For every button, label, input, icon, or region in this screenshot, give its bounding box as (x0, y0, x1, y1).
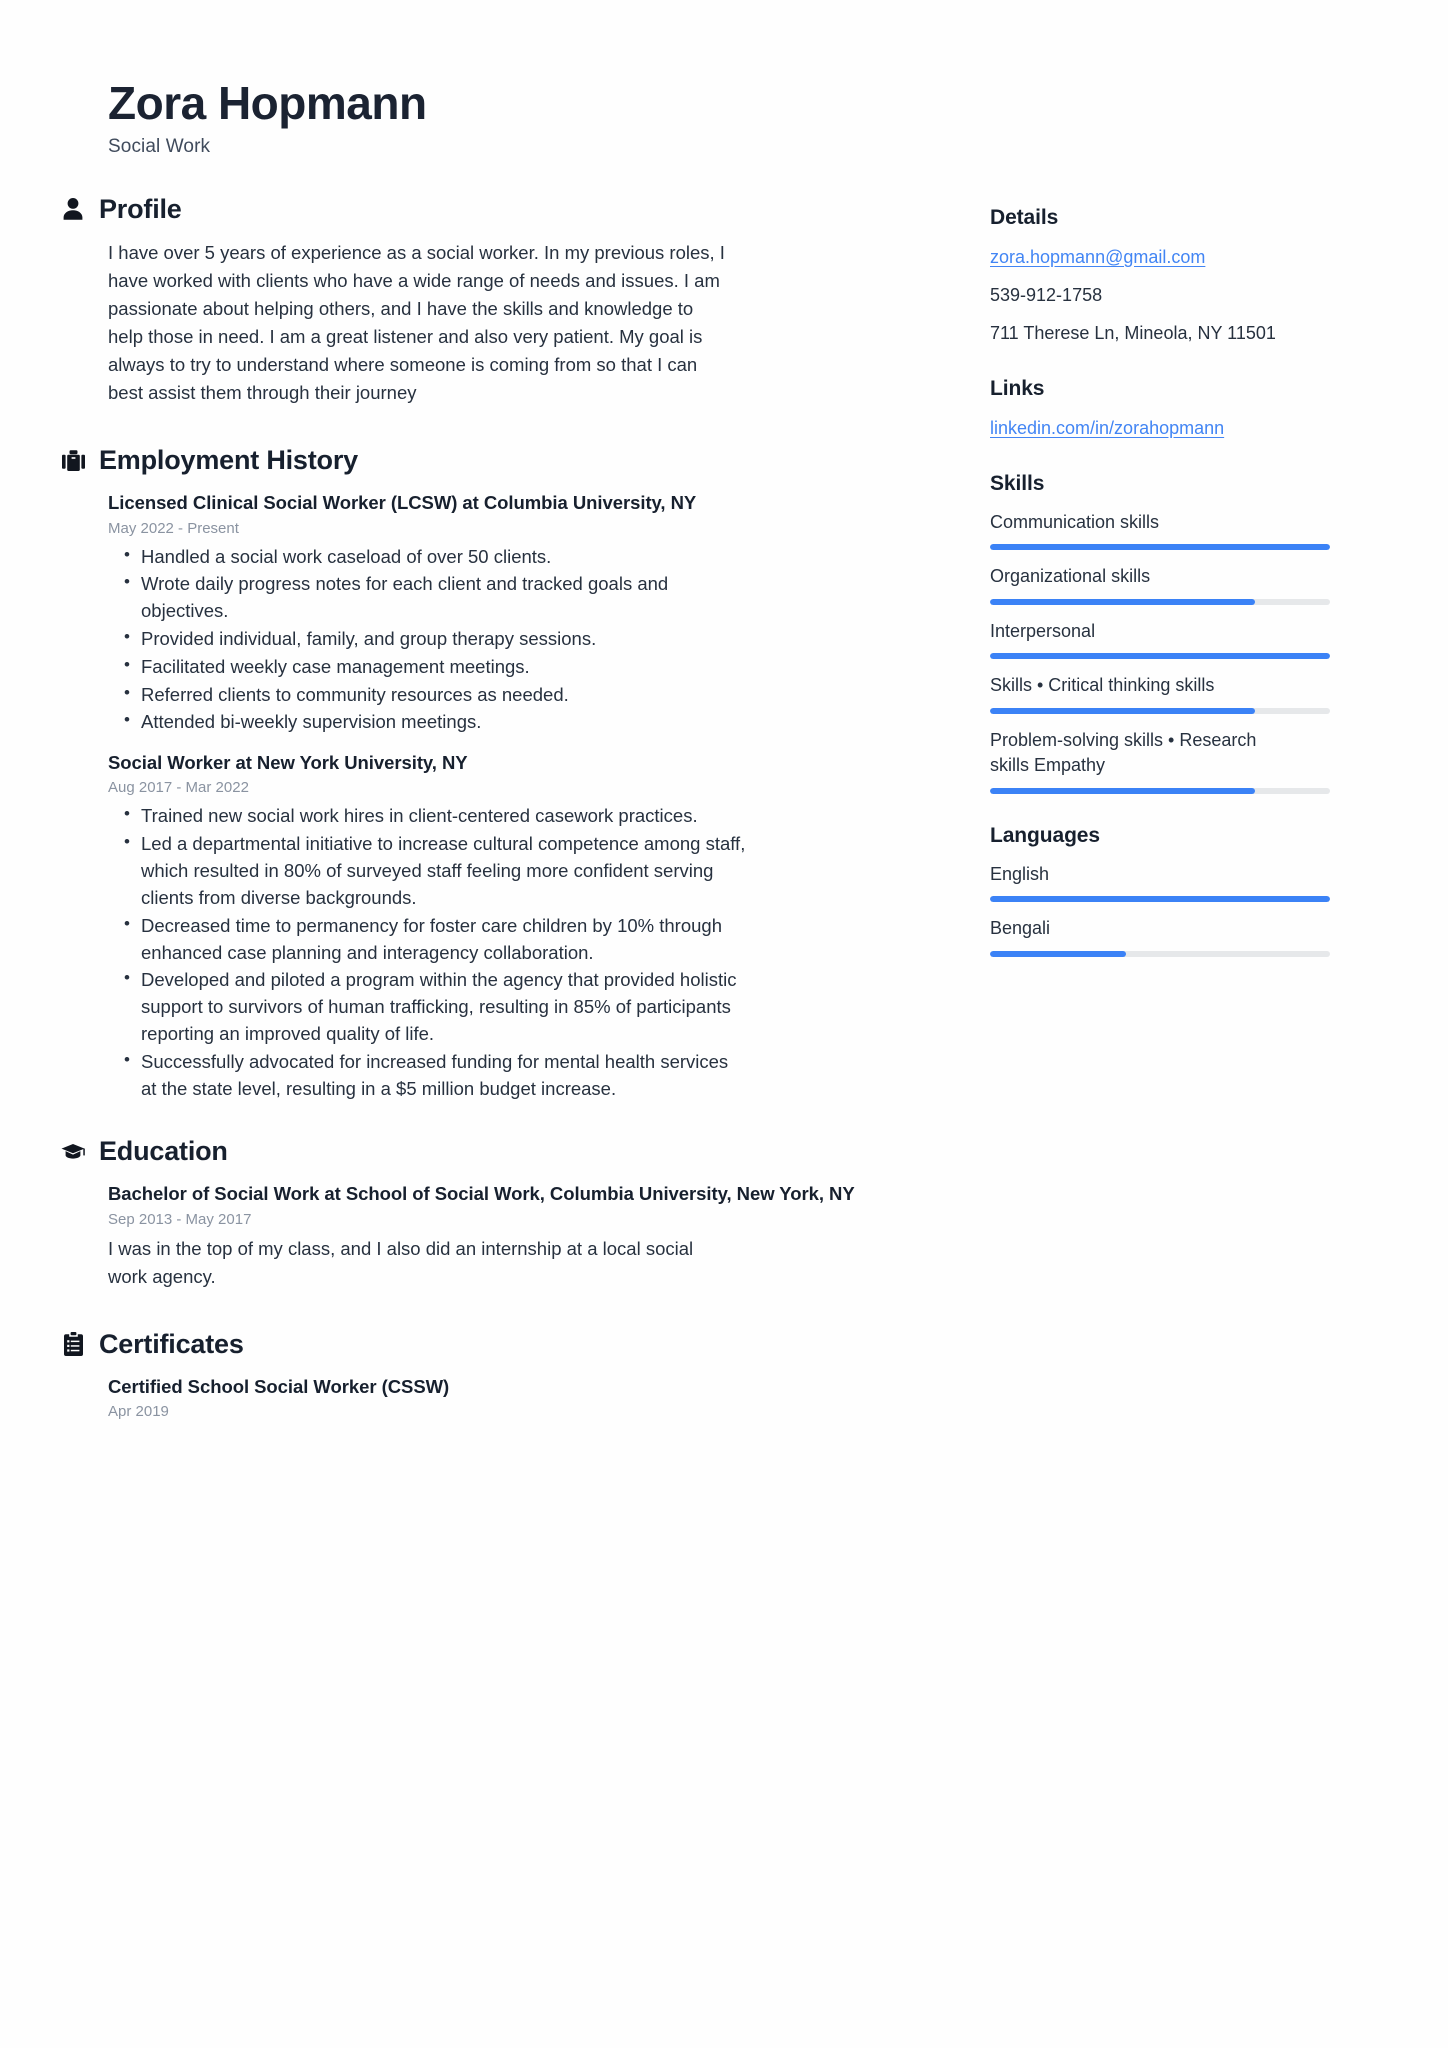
section-employment-title: Employment History (99, 445, 358, 476)
resume-header (0, 0, 1448, 158)
candidate-name: Zora Hopmann (108, 77, 427, 129)
skill-item (990, 510, 1300, 551)
address-text: 711 Therese Ln, Mineola, NY 11501 (990, 322, 1276, 343)
skill-item (990, 728, 1300, 794)
spacer (60, 415, 880, 445)
employment-entry-date: May 2022 - Present (108, 519, 239, 537)
skill-label: Skills • Critical thinking skills (990, 675, 1215, 696)
candidate-job-title: Social Work (108, 135, 211, 157)
language-meter-fill (990, 896, 1330, 902)
employment-entry (108, 750, 880, 1102)
employment-entry-bullets (108, 803, 880, 1102)
email-link[interactable]: zora.hopmann@gmail.com (990, 246, 1206, 267)
spacer (60, 1299, 880, 1329)
list-item: • Provided individual, family, and group therapy sessions. (108, 626, 748, 653)
education-entry-description: I was in the top of my class, and I also did an internship at a local social work agency. (108, 1237, 694, 1287)
skill-label: Problem-solving skills • Research skills Empathy (990, 729, 1257, 776)
education-entry (108, 1181, 880, 1290)
list-item: • Referred clients to community resources as needed. (108, 682, 748, 709)
skill-meter-track (990, 788, 1330, 794)
employment-entry (108, 490, 880, 736)
skill-meter-track (990, 544, 1330, 550)
list-item: • Decreased time to permanency for foster care children by 10% through enhanced case planning and interagency collaboration. (108, 913, 748, 967)
sidebar-links-title: Links (990, 376, 1045, 400)
list-item: • Attended bi-weekly supervision meetings. (108, 709, 748, 736)
skill-label: Organizational skills (990, 566, 1151, 587)
list-item: • Wrote daily progress notes for each client and tracked goals and objectives. (108, 571, 748, 625)
sidebar-skills (990, 472, 1300, 794)
section-certificates-title: Certificates (99, 1328, 244, 1359)
language-meter-track (990, 896, 1330, 902)
sidebar-languages-title: Languages (990, 823, 1100, 847)
spacer (60, 1116, 880, 1136)
education-entry-title: Bachelor of Social Work at School of Social Work, Columbia University, New York, NY (108, 1183, 855, 1205)
section-education-header (60, 1136, 880, 1167)
section-education-body (60, 1181, 880, 1290)
briefcase-icon (60, 448, 86, 474)
section-employment-body (60, 490, 880, 1102)
skill-label: Interpersonal (990, 620, 1096, 641)
section-education-title: Education (99, 1136, 228, 1167)
language-item (990, 862, 1300, 903)
section-profile-title: Profile (99, 193, 182, 224)
skill-meter-track (990, 708, 1330, 714)
skill-meter-fill (990, 599, 1255, 605)
profile-text: I have over 5 years of experience as a social worker. In my previous roles, I have worked with clients who have a wide range of needs and issues. I am passionate about helping others, and I have the skills and knowledge to help those in need. I am a great listener and also very patient. My goal is always to try to understand where someone is coming from so that I can best assist them through their journey (108, 241, 725, 404)
list-item: • Handled a social work caseload of over 50 clients. (108, 544, 748, 571)
certificate-entry (108, 1374, 880, 1420)
employment-entry-bullets (108, 544, 880, 737)
skill-meter-track (990, 599, 1330, 605)
employment-entry-date: Aug 2017 - Mar 2022 (108, 779, 249, 797)
clipboard-icon (60, 1331, 86, 1357)
language-label: English (990, 863, 1050, 884)
list-item: • Successfully advocated for increased funding for mental health services at the state level, resulting in a $5 million budget increase. (108, 1049, 748, 1103)
section-certificates-header (60, 1329, 880, 1360)
phone-text: 539-912-1758 (990, 284, 1103, 305)
skill-meter-fill (990, 708, 1255, 714)
section-employment (60, 445, 880, 1102)
list-item: • Developed and piloted a program within the agency that provided holistic support to survivors of human trafficking, resulting in 85% of participants reporting an improved quality of life. (108, 967, 748, 1047)
skill-item (990, 564, 1300, 605)
certificate-entry-date: Apr 2019 (108, 1403, 169, 1421)
skill-meter-fill (990, 653, 1330, 659)
section-certificates (60, 1329, 880, 1420)
section-profile-body (60, 239, 880, 408)
skill-meter-fill (990, 544, 1330, 550)
main-column (0, 194, 880, 1429)
skill-item (990, 673, 1300, 714)
section-education (60, 1136, 880, 1290)
section-certificates-body (60, 1374, 880, 1420)
linkedin-link[interactable]: linkedin.com/in/zorahopmann (990, 417, 1225, 438)
list-item: • Led a departmental initiative to increase cultural competence among staff, which resulted in 80% of surveyed staff feeling more confident serving clients from diverse backgrounds. (108, 831, 748, 911)
employment-entry-title: Licensed Clinical Social Worker (LCSW) at Columbia University, NY (108, 492, 697, 514)
skill-label: Communication skills (990, 511, 1160, 532)
section-profile (60, 194, 880, 408)
sidebar-skills-title: Skills (990, 471, 1045, 495)
sidebar-languages (990, 824, 1300, 957)
resume-columns (0, 194, 1448, 1429)
skill-item (990, 619, 1300, 660)
list-item: • Trained new social work hires in client-centered casework practices. (108, 803, 748, 830)
education-entry-date: Sep 2013 - May 2017 (108, 1210, 252, 1228)
section-employment-header (60, 445, 880, 476)
sidebar-details (990, 206, 1300, 347)
language-meter-fill (990, 951, 1126, 957)
sidebar-details-title: Details (990, 205, 1059, 229)
section-profile-header (60, 194, 880, 225)
list-item: • Facilitated weekly case management meetings. (108, 654, 748, 681)
skill-meter-fill (990, 788, 1255, 794)
sidebar-links (990, 377, 1300, 442)
person-icon (60, 196, 86, 222)
sidebar-column (880, 194, 1300, 987)
certificate-entry-title: Certified School Social Worker (CSSW) (108, 1375, 450, 1397)
skill-meter-track (990, 653, 1330, 659)
employment-entry-title: Social Worker at New York University, NY (108, 752, 468, 774)
language-meter-track (990, 951, 1330, 957)
language-label: Bengali (990, 918, 1051, 939)
language-item (990, 916, 1300, 957)
graduation-cap-icon (60, 1139, 86, 1165)
